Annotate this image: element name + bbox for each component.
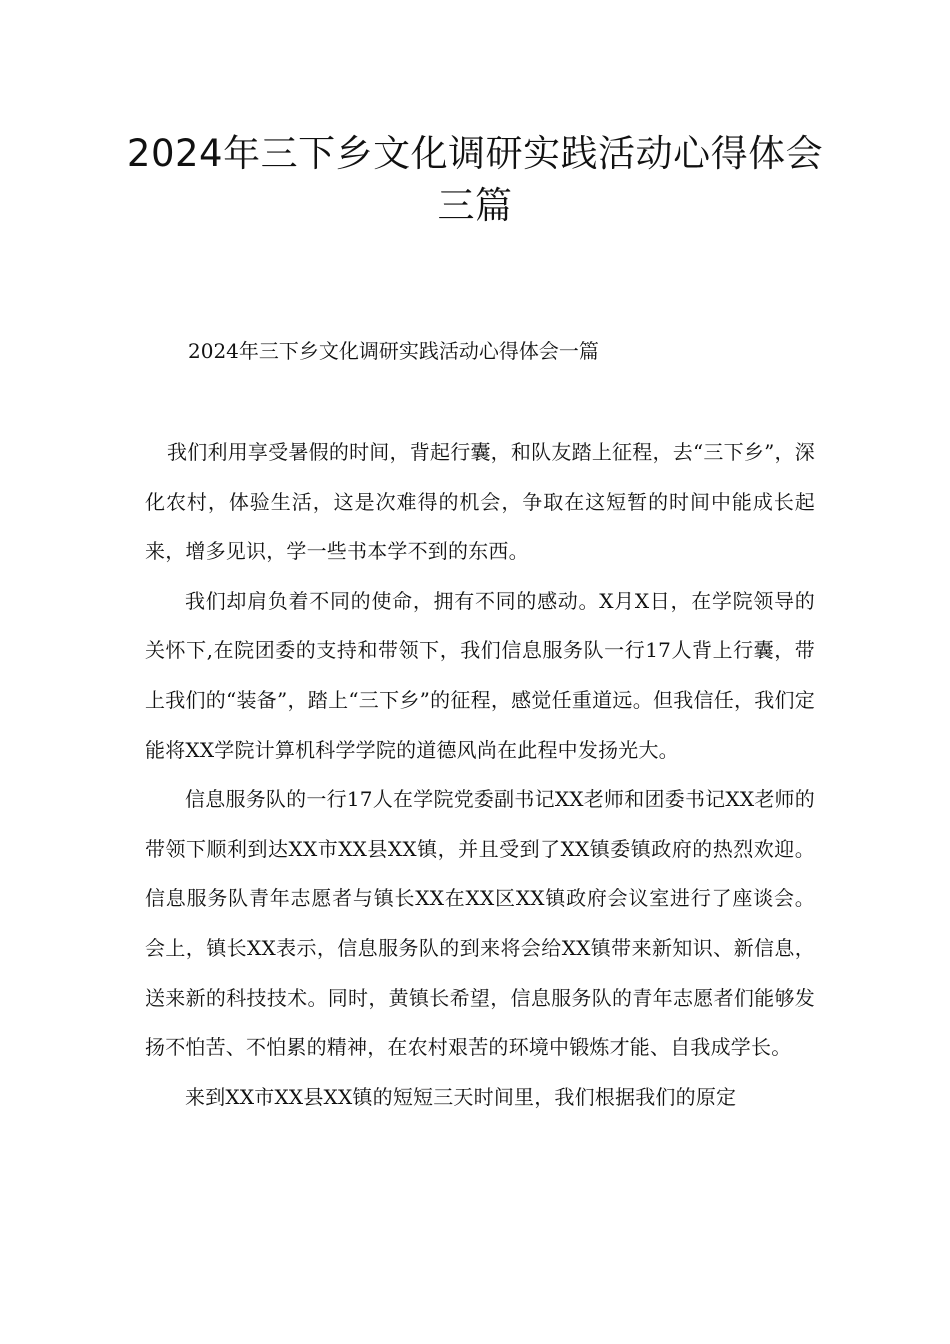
- body-text: [145, 428, 815, 1122]
- document-title: 2024年三下乡文化调研实践活动心得体会三篇: [126, 132, 824, 227]
- section-heading: 2024年三下乡文化调研实践活动心得体会一篇: [188, 339, 599, 363]
- paragraph: 来到XX市XX县XX镇的短短三天时间里，我们根据我们的原定: [185, 1084, 737, 1109]
- paragraph: 我们利用享受暑假的时间，背起行囊，和队友踏上征程，去“三下乡”，深化农村，体验生活，这是次难得的机会，争取在这短暂的时间中能成长起来，增多见识，学一些书本学不到的东西。: [145, 440, 815, 564]
- paragraph: 信息服务队的一行17人在学院党委副书记XX老师和团委书记XX老师的带领下顺利到达XX市XX县XX镇，并且受到了XX镇委镇政府的热烈欢迎。信息服务队青年志愿者与镇长XX在XX区XX镇政府会议室进行了座谈会。会上，镇长XX表示，信息服务队的到来将会给XX镇带来新知识、新信息，送来新的科技技术。同时，黄镇长希望，信息服务队的青年志愿者们能够发扬不怕苦、不怕累的精神，在农村艰苦的环境中锻炼才能、自我成学长。: [145, 787, 815, 1060]
- paragraph: 我们却肩负着不同的使命，拥有不同的感动。X月X日，在学院领导的关怀下,在院团委的支持和带领下，我们信息服务队一行17人背上行囊，带上我们的“装备”，踏上“三下乡”的征程，感觉任重道远。但我信任，我们定能将XX学院计算机科学学院的道德风尚在此程中发扬光大。: [145, 588, 815, 762]
